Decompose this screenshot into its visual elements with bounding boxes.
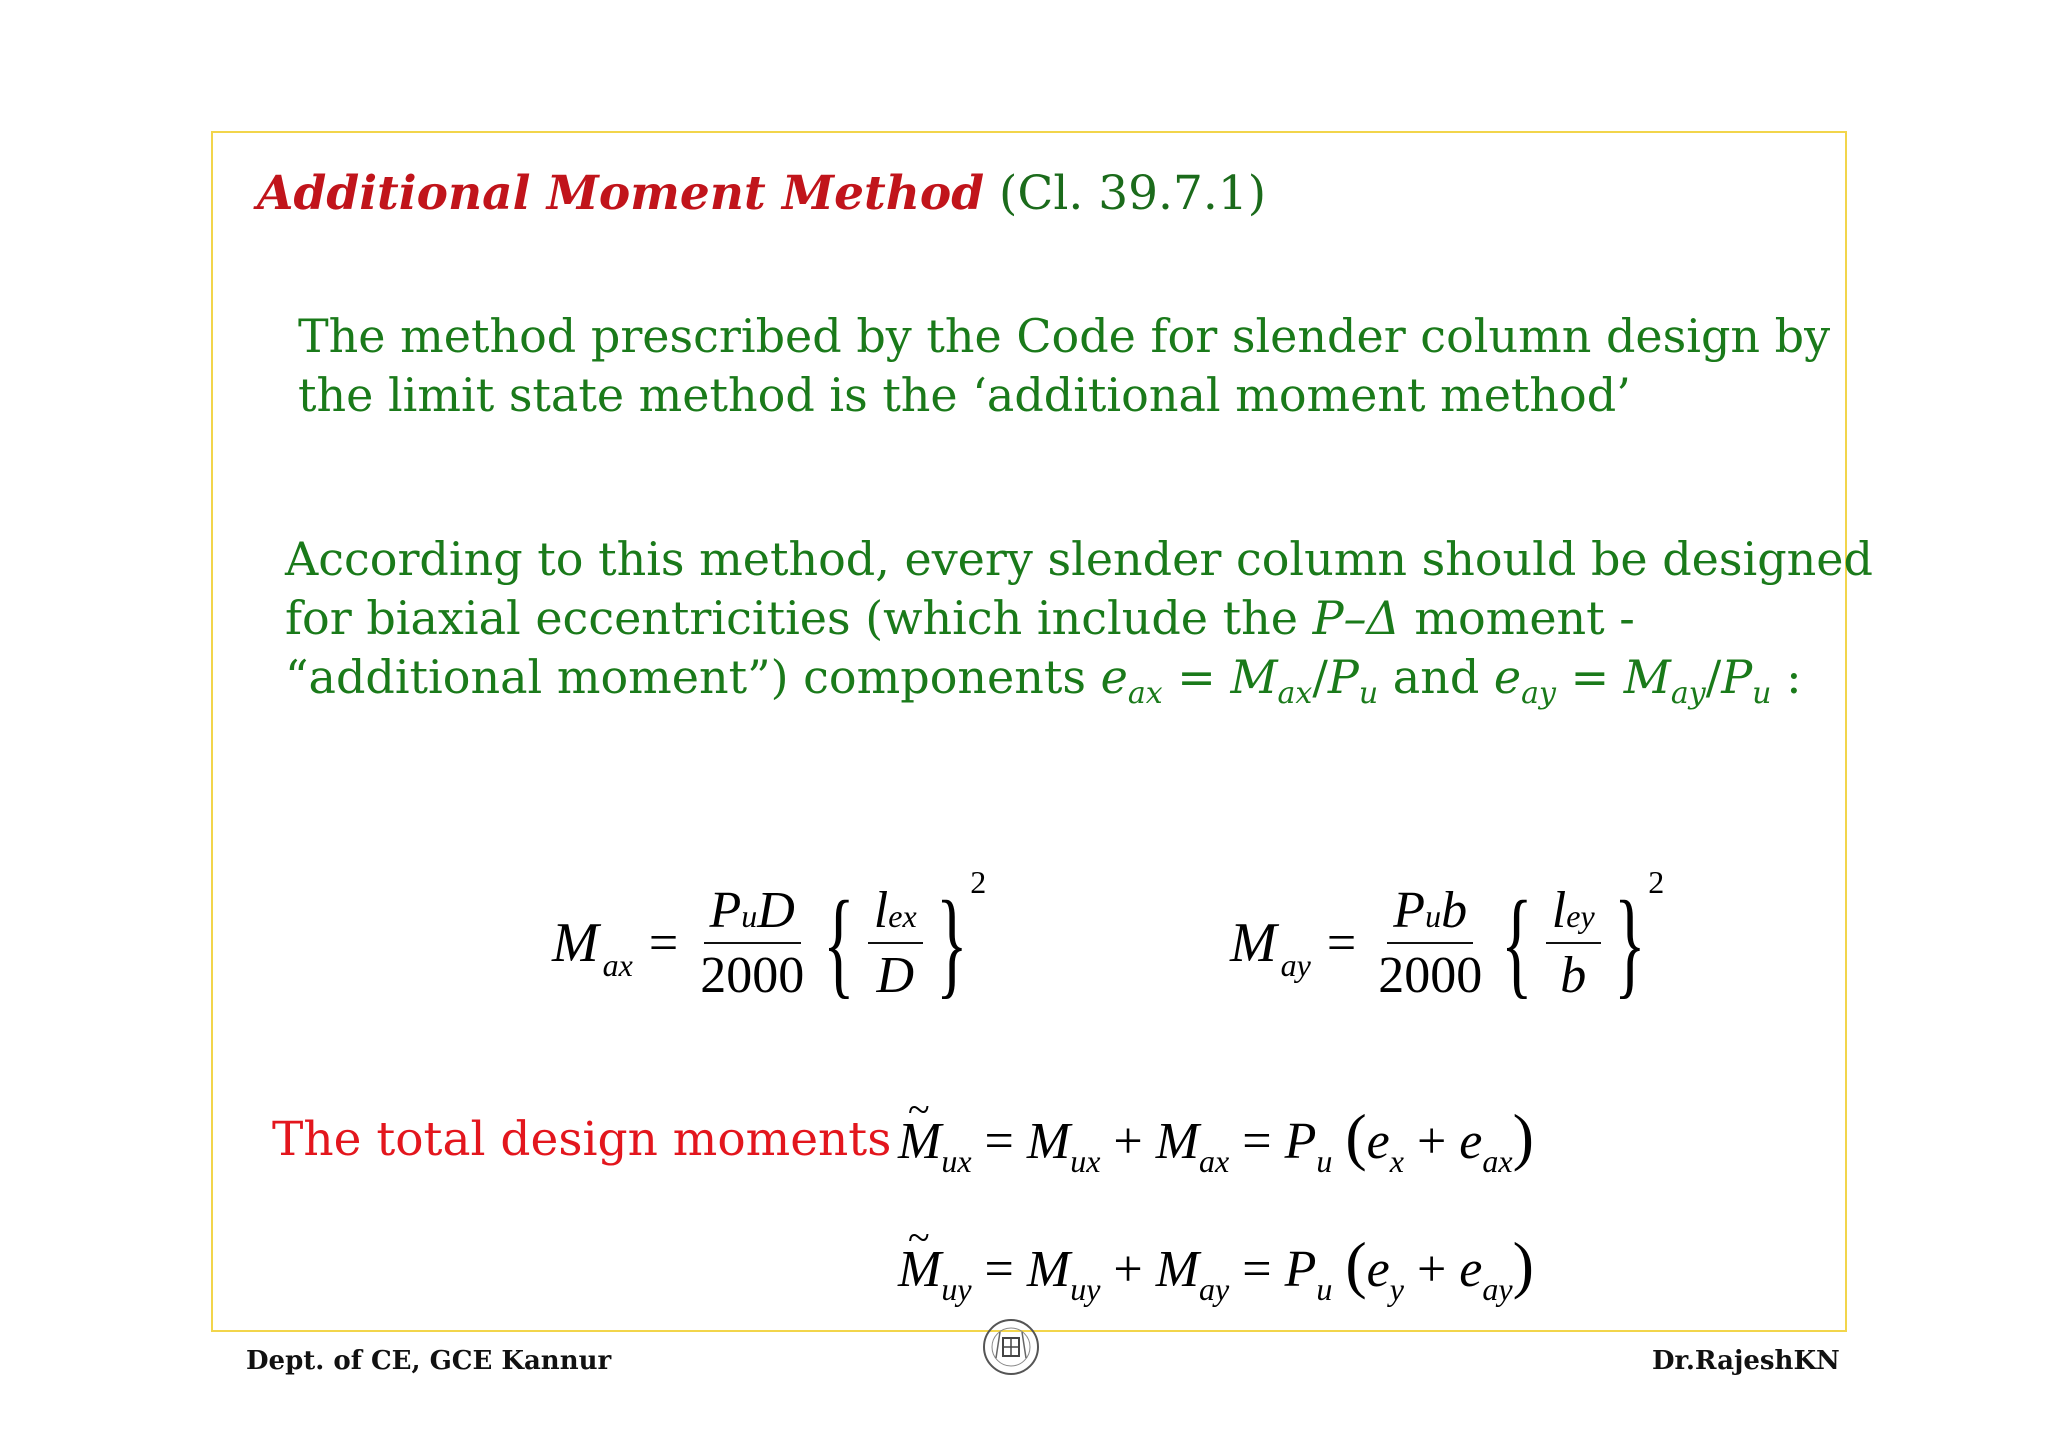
formula-subscript: ey — [1566, 898, 1595, 934]
paragraph-2-line-1: According to this method, every slender column should be designed — [285, 532, 1873, 586]
paragraph-1-line-1: The method prescribed by the Code for slender column design by — [298, 309, 1831, 363]
formula-subscript: u — [1316, 1271, 1333, 1307]
fraction-denominator: 2000 — [700, 947, 805, 1004]
formula-operator: = — [1242, 1241, 1272, 1298]
formula-operator: = — [984, 1241, 1014, 1298]
formula-symbol: e — [1459, 1241, 1483, 1298]
formula-may — [1230, 858, 1664, 1028]
left-brace-icon: { — [823, 876, 855, 1009]
symbol: P — [1327, 650, 1359, 704]
formula-symbol: e — [1366, 1113, 1390, 1170]
formula-subscript: uy — [1070, 1271, 1101, 1307]
fraction-denominator — [870, 944, 920, 1005]
formula-operator: + — [1416, 1113, 1447, 1170]
equation-mux — [898, 1100, 1534, 1180]
formula-symbol: M — [552, 912, 599, 974]
formula-subscript: u — [1316, 1143, 1333, 1179]
text-run: “additional moment”) components — [285, 650, 1101, 704]
equation-muy — [898, 1228, 1534, 1308]
formula-symbol: l — [873, 882, 889, 939]
right-paren-icon: ) — [1512, 1101, 1534, 1172]
formula-symbol: P — [709, 882, 742, 939]
footer-department: Dept. of CE, GCE Kannur — [246, 1346, 612, 1376]
formula-fraction — [694, 881, 810, 1005]
formula-symbol: M — [1026, 1113, 1071, 1170]
formula-subscript: u — [741, 898, 758, 934]
formula-inner-fraction — [868, 881, 923, 1005]
formula-symbol: ~ M — [898, 1112, 941, 1171]
fraction-numerator — [1387, 881, 1473, 944]
text-run: : — [1771, 650, 1802, 704]
formula-subscript: ax — [602, 946, 633, 983]
formula-inner-fraction — [1546, 881, 1601, 1005]
college-emblem-icon — [982, 1318, 1040, 1376]
paragraph-2-line-2 — [285, 589, 1873, 648]
right-brace-icon: } — [935, 876, 968, 1009]
formula-operator: + — [1113, 1113, 1143, 1170]
operator: = — [1555, 650, 1624, 704]
formula-subscript: ax — [1482, 1143, 1513, 1179]
left-paren-icon: ( — [1345, 1101, 1367, 1172]
formula-subscript: ex — [888, 898, 917, 934]
symbol: e — [1493, 650, 1522, 704]
p-delta-symbol: P–Δ — [1312, 591, 1400, 645]
title-clause: (Cl. 39.7.1) — [999, 166, 1267, 221]
subscript: ay — [1521, 676, 1556, 711]
formula-subscript: ax — [1199, 1143, 1230, 1179]
formula-symbol: P — [1284, 1241, 1317, 1298]
text-run: moment - — [1399, 591, 1635, 645]
formula-symbol: P — [1284, 1113, 1317, 1170]
formula-exponent: 2 — [970, 864, 987, 900]
operator: / — [1312, 650, 1328, 704]
formula-subscript: ay — [1199, 1271, 1230, 1307]
formula-symbol: e — [1366, 1241, 1390, 1298]
right-paren-icon: ) — [1512, 1229, 1534, 1300]
text-run: and — [1378, 650, 1494, 704]
formula-symbol: D — [876, 947, 914, 1004]
formula-operator: + — [1416, 1241, 1447, 1298]
formula-symbol: M — [1026, 1241, 1071, 1298]
fraction-numerator — [1546, 881, 1601, 944]
formula-subscript: uy — [941, 1271, 972, 1307]
formula-operator: = — [1242, 1113, 1272, 1170]
formula-operator: = — [648, 914, 679, 972]
paragraph-2-line-3 — [285, 648, 1873, 711]
formula-operator: = — [984, 1113, 1014, 1170]
fraction-numerator — [868, 881, 923, 944]
symbol: M — [1623, 650, 1671, 704]
fraction-denominator — [1554, 944, 1592, 1005]
symbol: M — [1230, 650, 1278, 704]
formula-symbol: ~ M — [898, 1240, 941, 1299]
title-emphasis: Additional Moment Method — [257, 166, 985, 221]
slide-title — [257, 166, 1266, 221]
formula-symbol: M — [1155, 1241, 1200, 1298]
subscript: ay — [1670, 676, 1706, 711]
formula-symbol: M — [1230, 912, 1277, 974]
formula-operator: + — [1113, 1241, 1143, 1298]
paragraph-2 — [285, 530, 1873, 711]
text-run: for biaxial eccentricities (which include the — [285, 591, 1313, 645]
operator: / — [1705, 650, 1722, 704]
formula-symbol: P — [1393, 882, 1426, 939]
left-brace-icon: { — [1501, 876, 1533, 1009]
fraction-denominator: 2000 — [1378, 947, 1483, 1004]
formula-subscript: ay — [1482, 1271, 1513, 1307]
formula-symbol: b — [1441, 882, 1468, 939]
formula-symbol: b — [1560, 947, 1587, 1004]
subscript: u — [1358, 676, 1379, 711]
operator: = — [1162, 650, 1231, 704]
left-paren-icon: ( — [1345, 1229, 1367, 1300]
fraction-numerator — [704, 881, 801, 944]
formula-symbol: D — [757, 882, 795, 939]
right-brace-icon: } — [1613, 876, 1646, 1009]
paragraph-1 — [298, 307, 1830, 425]
formula-exponent: 2 — [1648, 864, 1665, 900]
formula-subscript: x — [1389, 1143, 1404, 1179]
subscript: ax — [1127, 676, 1163, 711]
formula-subscript: y — [1389, 1271, 1404, 1307]
formula-symbol: M — [1155, 1113, 1200, 1170]
formula-operator: = — [1326, 914, 1357, 972]
paragraph-1-line-2: the limit state method is the ‘additional moment method’ — [298, 368, 1631, 422]
subscript: ax — [1277, 676, 1313, 711]
symbol: P — [1721, 650, 1753, 704]
footer-author: Dr.RajeshKN — [1652, 1346, 1840, 1376]
formula-max — [552, 858, 986, 1028]
formula-symbol: e — [1459, 1113, 1483, 1170]
formula-subscript: ux — [1070, 1143, 1101, 1179]
formula-subscript: ay — [1280, 946, 1311, 983]
subscript: u — [1752, 676, 1772, 711]
formula-fraction — [1372, 881, 1488, 1005]
total-design-moments-label: The total design moments — [272, 1112, 892, 1167]
symbol: e — [1100, 650, 1128, 704]
formula-subscript: ux — [941, 1143, 972, 1179]
formula-symbol: l — [1551, 882, 1567, 939]
formula-subscript: u — [1425, 898, 1442, 934]
